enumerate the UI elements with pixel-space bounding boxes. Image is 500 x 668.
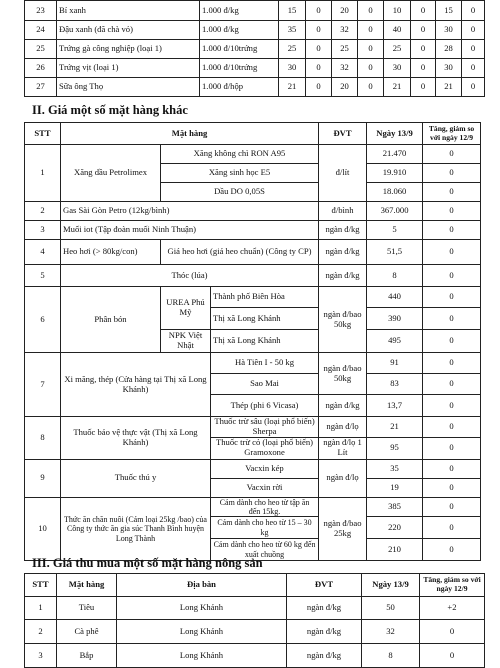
row-stt: 24 — [25, 21, 57, 40]
row-unit: ngàn đ/kg — [319, 395, 367, 417]
price: 51,5 — [367, 240, 423, 265]
row-unit: 1.000 đ/kg — [200, 1, 279, 21]
item-name: Thuốc trừ sâu (loại phổ biến) Sherpa — [211, 417, 319, 438]
cell-value: 21 — [279, 78, 306, 97]
cell-value: 15 — [279, 1, 306, 21]
cell-value: 32 — [332, 59, 358, 78]
item-name: Cám dành cho heo từ tập ăn đến 15kg. — [211, 497, 319, 516]
group-name: Thuốc thú y — [61, 459, 211, 497]
cell-value: 25 — [384, 40, 411, 59]
change: 0 — [420, 644, 485, 668]
group-name: Gas Sài Gòn Petro (12kg/bình) — [61, 202, 319, 221]
row-unit: 1.000 đ/hộp — [200, 78, 279, 97]
table-header-row — [25, 123, 481, 145]
change: +2 — [420, 597, 485, 620]
cell-value: 30 — [436, 21, 462, 40]
row-stt: 2 — [25, 202, 61, 221]
cell-value: 25 — [332, 40, 358, 59]
table-row — [25, 644, 485, 668]
price: 19 — [367, 478, 423, 497]
item-name: Thị xã Long Khánh — [211, 308, 319, 330]
row-stt: 25 — [25, 40, 57, 59]
row-item: Bắp — [57, 644, 117, 668]
table-row — [25, 59, 485, 78]
item-name: Thị xã Long Khánh — [211, 330, 319, 353]
change: 0 — [423, 353, 481, 374]
change: 0 — [423, 145, 481, 164]
section-3-title: III. Giá thu mua một số mặt hàng nông sản — [32, 556, 263, 570]
row-stt: 4 — [25, 240, 61, 265]
table-row — [25, 287, 481, 308]
price: 495 — [367, 330, 423, 353]
change: 0 — [423, 287, 481, 308]
table-farm-produce — [24, 573, 485, 668]
group-name: Thuốc bảo vệ thực vật (Thị xã Long Khánh) — [61, 417, 211, 460]
cell-value: 20 — [332, 1, 358, 21]
row-stt: 6 — [25, 287, 61, 353]
change: 0 — [423, 459, 481, 478]
cell-value: 30 — [436, 59, 462, 78]
price: 95 — [367, 437, 423, 459]
cell-value: 0 — [462, 1, 485, 21]
change: 0 — [420, 620, 485, 644]
price: 50 — [362, 597, 420, 620]
header-stt: STT — [25, 123, 61, 145]
table-row — [25, 620, 485, 644]
item-name: Sao Mai — [211, 374, 319, 395]
row-place: Long Khánh — [117, 597, 287, 620]
price: 210 — [367, 539, 423, 561]
row-stt: 10 — [25, 497, 61, 560]
item-name: Thuốc trừ cỏ (loại phổ biến) Gramoxone — [211, 437, 319, 459]
item-name: Cám dành cho heo từ 60 kg đến xuất chuồng — [211, 539, 319, 561]
row-unit: ngàn đ/bao 50kg — [319, 353, 367, 395]
cell-value: 30 — [384, 59, 411, 78]
item-name: Dầu DO 0,05S — [161, 183, 319, 202]
price: 21 — [367, 417, 423, 438]
cell-value: 0 — [358, 21, 384, 40]
item-name: Thành phố Biên Hòa — [211, 287, 319, 308]
cell-value: 0 — [306, 21, 332, 40]
row-item: Tiêu — [57, 597, 117, 620]
price: 8 — [362, 644, 420, 668]
header-unit: ĐVT — [319, 123, 367, 145]
table-header-row — [25, 574, 485, 597]
price: 390 — [367, 308, 423, 330]
cell-value: 15 — [436, 1, 462, 21]
row-stt: 3 — [25, 644, 57, 668]
row-unit: ngàn đ/lọ — [319, 459, 367, 497]
table-row — [25, 240, 481, 265]
price: 220 — [367, 517, 423, 539]
cell-value: 0 — [358, 40, 384, 59]
price: 8 — [367, 265, 423, 287]
cell-value: 0 — [411, 21, 436, 40]
brand-name: UREA Phú Mỹ — [161, 287, 211, 330]
table-row — [25, 459, 481, 478]
cell-value: 32 — [332, 21, 358, 40]
cell-value: 10 — [384, 1, 411, 21]
table-row — [25, 417, 481, 438]
cell-value: 0 — [462, 78, 485, 97]
row-unit: ngàn đ/lọ 1 Lít — [319, 437, 367, 459]
item-name: Vacxin kép — [211, 459, 319, 478]
item-name: Hà Tiên I - 50 kg — [211, 353, 319, 374]
row-stt: 8 — [25, 417, 61, 460]
row-stt: 3 — [25, 221, 61, 240]
change: 0 — [423, 265, 481, 287]
row-stt: 9 — [25, 459, 61, 497]
table-row — [25, 40, 485, 59]
price: 18.060 — [367, 183, 423, 202]
item-name: Cám dành cho heo từ 15 – 30 kg — [211, 517, 319, 539]
row-unit: ngàn đ/kg — [319, 221, 367, 240]
change: 0 — [423, 497, 481, 516]
table-row — [25, 497, 481, 516]
change: 0 — [423, 417, 481, 438]
price: 21.470 — [367, 145, 423, 164]
item-name: Vacxin rời — [211, 478, 319, 497]
cell-value: 0 — [411, 78, 436, 97]
row-stt: 1 — [25, 597, 57, 620]
change: 0 — [423, 539, 481, 561]
row-stt: 1 — [25, 145, 61, 202]
change: 0 — [423, 164, 481, 183]
row-place: Long Khánh — [117, 644, 287, 668]
table-row — [25, 1, 485, 21]
row-unit: ngàn đ/lọ — [319, 417, 367, 438]
header-item: Mặt hàng — [57, 574, 117, 597]
price: 91 — [367, 353, 423, 374]
cell-value: 20 — [332, 78, 358, 97]
row-stt: 26 — [25, 59, 57, 78]
table-row — [25, 353, 481, 374]
brand-name: NPK Việt Nhật — [161, 330, 211, 353]
row-unit: 1.000 đ/kg — [200, 21, 279, 40]
row-stt: 27 — [25, 78, 57, 97]
group-name: Thóc (lúa) — [61, 265, 319, 287]
change: 0 — [423, 308, 481, 330]
cell-value: 25 — [279, 40, 306, 59]
change: 0 — [423, 374, 481, 395]
cell-value: 0 — [411, 40, 436, 59]
cell-value: 0 — [358, 59, 384, 78]
row-unit: ngàn đ/kg — [287, 644, 362, 668]
price: 32 — [362, 620, 420, 644]
row-unit: đ/bình — [319, 202, 367, 221]
row-unit: ngàn đ/bao 50kg — [319, 287, 367, 353]
header-stt: STT — [25, 574, 57, 597]
row-unit: ngàn đ/kg — [287, 597, 362, 620]
header-item: Mặt hàng — [61, 123, 319, 145]
row-place: Long Khánh — [117, 620, 287, 644]
row-unit: ngàn đ/kg — [319, 265, 367, 287]
table-row — [25, 202, 481, 221]
price: 19.910 — [367, 164, 423, 183]
price: 367.000 — [367, 202, 423, 221]
table-row — [25, 221, 481, 240]
cell-value: 0 — [358, 1, 384, 21]
change: 0 — [423, 395, 481, 417]
row-item: Bí xanh — [57, 1, 200, 21]
change: 0 — [423, 437, 481, 459]
row-unit: 1.000 đ/10trứng — [200, 40, 279, 59]
change: 0 — [423, 330, 481, 353]
table-row — [25, 597, 485, 620]
cell-value: 30 — [279, 59, 306, 78]
row-unit: 1.000 đ/10trứng — [200, 59, 279, 78]
row-stt: 5 — [25, 265, 61, 287]
header-change: Tăng, giảm so với ngày 12/9 — [420, 574, 485, 597]
row-stt: 23 — [25, 1, 57, 21]
item-name: Xăng không chì RON A95 — [161, 145, 319, 164]
table-other-goods-body — [24, 122, 481, 561]
table-row — [25, 78, 485, 97]
change: 0 — [423, 202, 481, 221]
row-unit: đ/lít — [319, 145, 367, 202]
item-name: Thép (phi 6 Vicasa) — [211, 395, 319, 417]
group-name: Phân bón — [61, 287, 161, 353]
row-item: Trứng gà công nghiệp (loại 1) — [57, 40, 200, 59]
cell-value: 0 — [462, 59, 485, 78]
cell-value: 0 — [411, 1, 436, 21]
group-name: Thức ăn chăn nuôi (Cám loại 25kg /bao) của Công ty thức ăn gia súc Thanh Bình huyện Long Thành — [61, 497, 211, 560]
cell-value: 40 — [384, 21, 411, 40]
cell-value: 0 — [411, 59, 436, 78]
row-unit: ngàn đ/kg — [287, 620, 362, 644]
row-unit: ngàn đ/bao 25kg — [319, 497, 367, 560]
group-name: Xăng dầu Petrolimex — [61, 145, 161, 202]
cell-value: 0 — [462, 21, 485, 40]
price: 385 — [367, 497, 423, 516]
price: 83 — [367, 374, 423, 395]
row-stt: 2 — [25, 620, 57, 644]
group-name: Heo hơi (> 80kg/con) — [61, 240, 161, 265]
cell-value: 0 — [306, 40, 332, 59]
table-row — [25, 265, 481, 287]
row-stt: 7 — [25, 353, 61, 417]
price: 5 — [367, 221, 423, 240]
group-name: Muối iot (Tập đoàn muối Ninh Thuận) — [61, 221, 319, 240]
header-date: Ngày 13/9 — [362, 574, 420, 597]
price: 440 — [367, 287, 423, 308]
change: 0 — [423, 478, 481, 497]
table-food-prices — [24, 0, 485, 97]
cell-value: 21 — [436, 78, 462, 97]
row-unit: ngàn đ/kg — [319, 240, 367, 265]
row-item: Cà phê — [57, 620, 117, 644]
item-name: Giá heo hơi (giá heo chuẩn) (Công ty CP) — [161, 240, 319, 265]
change: 0 — [423, 221, 481, 240]
cell-value: 0 — [358, 78, 384, 97]
row-item: Trứng vịt (loại 1) — [57, 59, 200, 78]
change: 0 — [423, 183, 481, 202]
cell-value: 21 — [384, 78, 411, 97]
header-unit: ĐVT — [287, 574, 362, 597]
row-item: Sữa ông Thọ — [57, 78, 200, 97]
cell-value: 0 — [306, 59, 332, 78]
group-name: Xi măng, thép (Cửa hàng tại Thị xã Long Khánh) — [61, 353, 211, 417]
price: 35 — [367, 459, 423, 478]
cell-value: 35 — [279, 21, 306, 40]
header-place: Địa bàn — [117, 574, 287, 597]
change: 0 — [423, 517, 481, 539]
cell-value: 0 — [306, 1, 332, 21]
cell-value: 0 — [462, 40, 485, 59]
section-2-title: II. Giá một số mặt hàng khác — [32, 103, 188, 117]
price: 13,7 — [367, 395, 423, 417]
header-change: Tăng, giảm so với ngày 12/9 — [423, 123, 481, 145]
cell-value: 0 — [306, 78, 332, 97]
item-name: Xăng sinh học E5 — [161, 164, 319, 183]
table-row — [25, 21, 485, 40]
cell-value: 28 — [436, 40, 462, 59]
change: 0 — [423, 240, 481, 265]
row-item: Đậu xanh (đã chà vỏ) — [57, 21, 200, 40]
header-date: Ngày 13/9 — [367, 123, 423, 145]
table-row — [25, 145, 481, 164]
